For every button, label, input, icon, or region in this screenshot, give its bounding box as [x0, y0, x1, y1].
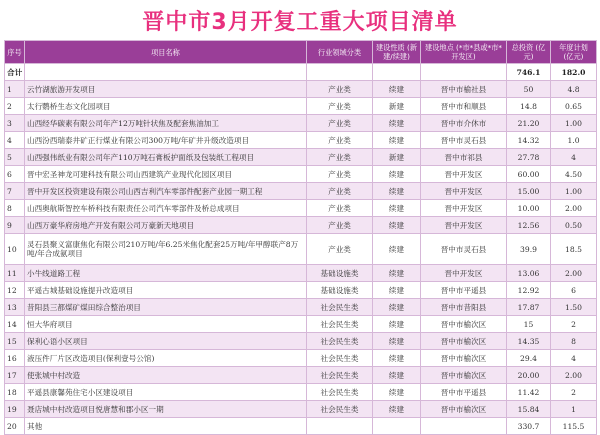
cell-name: 山西万豪华府房地产开发有限公司万豪新天地项目 [25, 217, 307, 234]
cell-invest: 14.8 [507, 98, 551, 115]
cell-invest: 60.00 [507, 166, 551, 183]
cell-nature: 续建 [373, 401, 421, 418]
cell-name: 山西奥航斯智控车桥科技有限责任公司汽车零部件及桥总成项目 [25, 200, 307, 217]
cell-nature [373, 418, 421, 435]
cell-location: 晋中市介休市 [421, 115, 507, 132]
cell-invest: 15.00 [507, 183, 551, 200]
cell-location: 晋中市榆次区 [421, 333, 507, 350]
cell-plan: 2 [551, 316, 597, 333]
table-row [5, 132, 597, 149]
cell-invest: 15.84 [507, 401, 551, 418]
cell-field: 社会民生类 [307, 350, 373, 367]
cell-location: 晋中市平遥县 [421, 384, 507, 401]
cell-field: 产业类 [307, 200, 373, 217]
page-title: 晋中市3月开复工重大项目清单 [142, 9, 458, 35]
cell-name: 山西经华碳素有限公司年产12万吨针状焦及配套焦油加工 [25, 115, 307, 132]
cell-plan: 4.8 [551, 81, 597, 98]
cell-plan: 115.5 [551, 418, 597, 435]
cell-no: 20 [5, 418, 25, 435]
cell-field: 社会民生类 [307, 401, 373, 418]
cell-location: 晋中市灵石县 [421, 132, 507, 149]
table-row [5, 200, 597, 217]
table-row [5, 98, 597, 115]
cell-nature: 续建 [373, 115, 421, 132]
cell-location: 晋中市榆次区 [421, 367, 507, 384]
cell-no: 17 [5, 367, 25, 384]
cell-nature: 续建 [373, 234, 421, 265]
cell-nature: 续建 [373, 367, 421, 384]
cell-field: 基础设施类 [307, 282, 373, 299]
total-nature [373, 64, 421, 81]
total-invest: 746.1 [507, 64, 551, 81]
cell-field: 社会民生类 [307, 333, 373, 350]
cell-location: 晋中市平遥县 [421, 282, 507, 299]
cell-nature: 续建 [373, 81, 421, 98]
cell-location: 晋中开发区 [421, 200, 507, 217]
cell-invest: 15 [507, 316, 551, 333]
cell-no: 4 [5, 132, 25, 149]
table-row [5, 282, 597, 299]
table-row [5, 234, 597, 265]
cell-plan: 4 [551, 149, 597, 166]
cell-invest: 12.56 [507, 217, 551, 234]
title-bar [0, 0, 600, 40]
total-label: 合计 [5, 64, 25, 81]
cell-name: 使张城中村改造 [25, 367, 307, 384]
cell-no: 7 [5, 183, 25, 200]
cell-name: 其他 [25, 418, 307, 435]
cell-plan: 2 [551, 384, 597, 401]
cell-nature: 续建 [373, 166, 421, 183]
table-row [5, 183, 597, 200]
cell-invest: 50 [507, 81, 551, 98]
table-row [5, 299, 597, 316]
cell-location: 晋中开发区 [421, 166, 507, 183]
cell-field: 产业类 [307, 149, 373, 166]
cell-field: 产业类 [307, 81, 373, 98]
header-nature: 建设性质 (新建/续建) [373, 41, 421, 64]
table-row [5, 384, 597, 401]
table-row [5, 265, 597, 282]
cell-field: 社会民生类 [307, 367, 373, 384]
cell-name: 聂店城中村改造项目悦唐慧和郡小区一期 [25, 401, 307, 418]
table-row [5, 333, 597, 350]
cell-name: 山西强伟纸业有限公司年产110万吨石膏板护面纸及包装纸工程项目 [25, 149, 307, 166]
cell-location [421, 418, 507, 435]
cell-no: 9 [5, 217, 25, 234]
cell-name: 太行鹦桥生态文化园项目 [25, 98, 307, 115]
cell-location: 晋中市榆次区 [421, 401, 507, 418]
cell-nature: 续建 [373, 316, 421, 333]
cell-invest: 39.9 [507, 234, 551, 265]
cell-name: 晋中开发区投资建设有限公司山西吉利汽车零部件配套产业园一期工程 [25, 183, 307, 200]
cell-invest: 20.00 [507, 367, 551, 384]
cell-no: 5 [5, 149, 25, 166]
cell-location: 晋中市榆社县 [421, 81, 507, 98]
table-row [5, 166, 597, 183]
total-location [421, 64, 507, 81]
cell-no: 11 [5, 265, 25, 282]
cell-nature: 续建 [373, 350, 421, 367]
cell-nature: 续建 [373, 132, 421, 149]
table-row [5, 350, 597, 367]
cell-plan: 4 [551, 350, 597, 367]
cell-field: 产业类 [307, 132, 373, 149]
cell-name: 云竹湖旅游开发项目 [25, 81, 307, 98]
cell-plan: 8 [551, 333, 597, 350]
cell-plan: 2.00 [551, 367, 597, 384]
cell-invest: 13.06 [507, 265, 551, 282]
cell-invest: 17.87 [507, 299, 551, 316]
cell-location: 晋中市灵石县 [421, 234, 507, 265]
cell-no: 12 [5, 282, 25, 299]
cell-nature: 续建 [373, 333, 421, 350]
cell-plan: 6 [551, 282, 597, 299]
cell-no: 2 [5, 98, 25, 115]
cell-plan: 18.5 [551, 234, 597, 265]
cell-name: 平遥县康馨苑住宅小区建设项目 [25, 384, 307, 401]
cell-invest: 11.42 [507, 384, 551, 401]
cell-invest: 14.32 [507, 132, 551, 149]
header-plan: 年度计划 (亿元) [551, 41, 597, 64]
cell-no: 6 [5, 166, 25, 183]
cell-location: 晋中市榆次区 [421, 316, 507, 333]
cell-plan: 0.65 [551, 98, 597, 115]
cell-name: 液压件厂片区改造项目(保利壹号公馆) [25, 350, 307, 367]
table-row [5, 418, 597, 435]
cell-invest: 14.35 [507, 333, 551, 350]
table-row [5, 367, 597, 384]
cell-nature: 新建 [373, 98, 421, 115]
cell-plan: 0.50 [551, 217, 597, 234]
cell-field [307, 418, 373, 435]
cell-name: 灵石县聚义富康焦化有限公司210万吨/年6.25米焦化配套25万吨/年甲醇联产8万吨/年合成氨项目 [25, 234, 307, 265]
header-name: 项目名称 [25, 41, 307, 64]
cell-no: 10 [5, 234, 25, 265]
cell-plan: 1.0 [551, 132, 597, 149]
cell-nature: 续建 [373, 200, 421, 217]
cell-field: 产业类 [307, 115, 373, 132]
cell-name: 恒大华府项目 [25, 316, 307, 333]
cell-name: 昔阳县三都煤矿煤田综合整治项目 [25, 299, 307, 316]
cell-no: 8 [5, 200, 25, 217]
cell-invest: 10.00 [507, 200, 551, 217]
cell-no: 14 [5, 316, 25, 333]
cell-location: 晋中市和顺县 [421, 98, 507, 115]
total-plan: 182.0 [551, 64, 597, 81]
cell-plan: 2.00 [551, 200, 597, 217]
cell-field: 社会民生类 [307, 299, 373, 316]
cell-name: 小牛线道路工程 [25, 265, 307, 282]
table-row [5, 115, 597, 132]
header-invest: 总投资 (亿元) [507, 41, 551, 64]
cell-invest: 21.20 [507, 115, 551, 132]
cell-invest: 29.4 [507, 350, 551, 367]
cell-invest: 330.7 [507, 418, 551, 435]
cell-invest: 12.92 [507, 282, 551, 299]
cell-no: 3 [5, 115, 25, 132]
cell-nature: 续建 [373, 384, 421, 401]
cell-plan: 1.00 [551, 183, 597, 200]
table-row [5, 316, 597, 333]
cell-name: 平遥古城基础设施提升改造项目 [25, 282, 307, 299]
cell-no: 19 [5, 401, 25, 418]
cell-plan: 1 [551, 401, 597, 418]
cell-field: 社会民生类 [307, 384, 373, 401]
cell-no: 15 [5, 333, 25, 350]
cell-plan: 2.00 [551, 265, 597, 282]
header-field: 行业领域分类 [307, 41, 373, 64]
header-location: 建设地点 (*市*县或*市*开发区) [421, 41, 507, 64]
cell-name: 保利心语小区项目 [25, 333, 307, 350]
cell-nature: 续建 [373, 183, 421, 200]
cell-no: 16 [5, 350, 25, 367]
cell-name: 山西汾西瑞泰井矿正行煤业有限公司300万吨/年矿井升级改造项目 [25, 132, 307, 149]
table-row [5, 81, 597, 98]
header-row [5, 41, 597, 64]
header-no: 序号 [5, 41, 25, 64]
total-row [5, 64, 597, 81]
total-name [25, 64, 307, 81]
cell-location: 晋中开发区 [421, 217, 507, 234]
cell-field: 基础设施类 [307, 265, 373, 282]
cell-plan: 4.50 [551, 166, 597, 183]
cell-no: 13 [5, 299, 25, 316]
cell-location: 晋中市昔阳县 [421, 299, 507, 316]
cell-location: 晋中开发区 [421, 265, 507, 282]
cell-nature: 续建 [373, 282, 421, 299]
total-field [307, 64, 373, 81]
cell-invest: 27.78 [507, 149, 551, 166]
cell-no: 18 [5, 384, 25, 401]
table-row [5, 217, 597, 234]
cell-location: 晋中开发区 [421, 183, 507, 200]
cell-nature: 新建 [373, 149, 421, 166]
cell-location: 晋中市祁县 [421, 149, 507, 166]
project-table [4, 40, 597, 435]
cell-nature: 续建 [373, 265, 421, 282]
table-row [5, 149, 597, 166]
cell-plan: 1.50 [551, 299, 597, 316]
cell-field: 社会民生类 [307, 316, 373, 333]
cell-location: 晋中市榆次区 [421, 350, 507, 367]
cell-field: 产业类 [307, 234, 373, 265]
cell-nature: 续建 [373, 299, 421, 316]
cell-field: 产业类 [307, 98, 373, 115]
cell-no: 1 [5, 81, 25, 98]
cell-field: 产业类 [307, 217, 373, 234]
cell-field: 产业类 [307, 183, 373, 200]
cell-plan: 1.00 [551, 115, 597, 132]
table-row [5, 401, 597, 418]
cell-name: 晋中宏圣神龙可建科技有限公司山西建筑产业现代化园区项目 [25, 166, 307, 183]
cell-field: 产业类 [307, 166, 373, 183]
cell-nature: 续建 [373, 217, 421, 234]
